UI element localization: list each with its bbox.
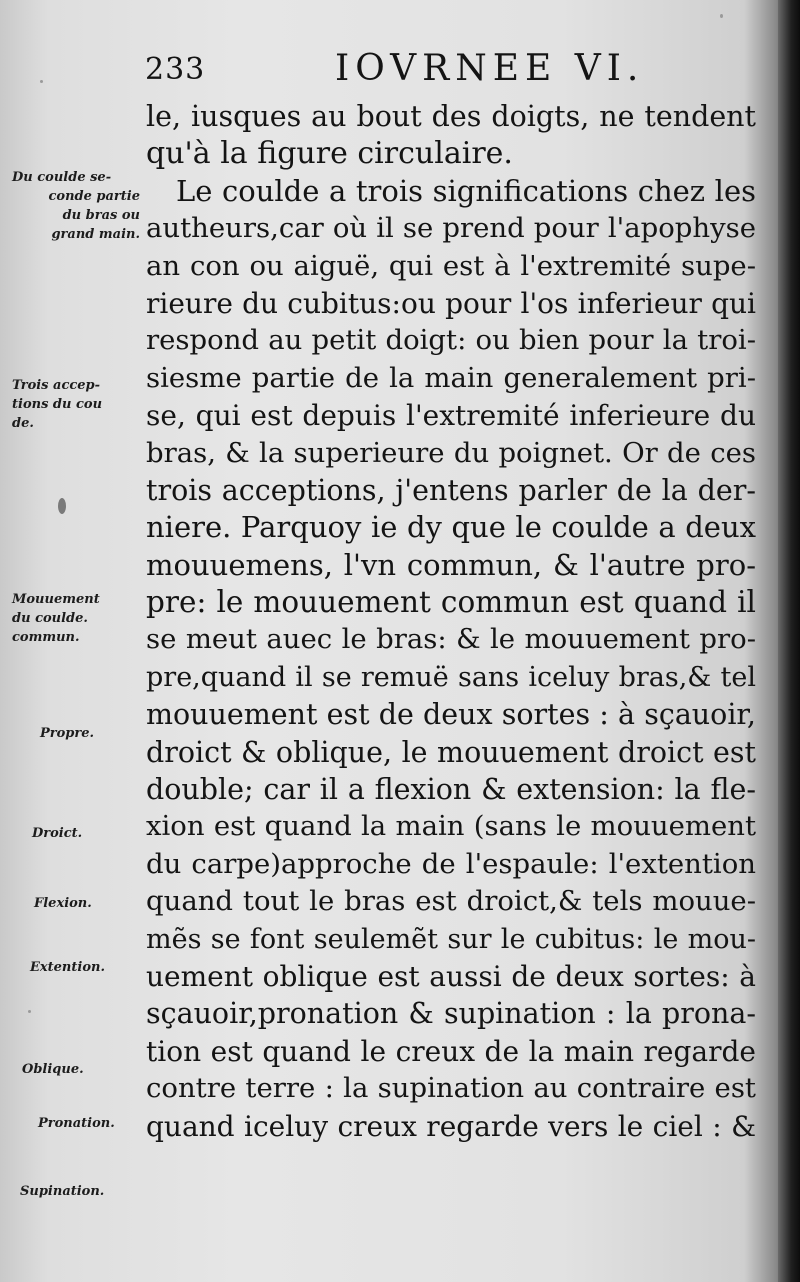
- text-line: mẽs se font seulemẽt sur le cubitus: le mou-: [146, 923, 756, 955]
- text-line: se, qui est depuis l'extremité inferieure du: [146, 399, 756, 433]
- margin-note-propre: [40, 724, 168, 743]
- paper-speck: [40, 80, 43, 83]
- margin-note-line: de.: [12, 416, 34, 431]
- text-line: tion est quand le creux de la main regarde: [146, 1034, 756, 1068]
- margin-note-extention: [30, 958, 158, 977]
- page-number: 233: [145, 52, 206, 87]
- text-line: le, iusques au bout des doigts, ne tendent: [146, 100, 756, 133]
- margin-note-line: Extention.: [30, 960, 105, 975]
- text-line: respond au petit doigt: ou bien pour la troi-: [146, 324, 756, 357]
- margin-note-line: commun.: [12, 630, 80, 645]
- text-line: autheurs,car où il se prend pour l'apophyse: [146, 212, 756, 245]
- text-line: sçauoir,pronation & supination : la prona-: [146, 997, 756, 1031]
- text-line: Le coulde a trois significations chez les: [176, 173, 756, 208]
- margin-note-line: Flexion.: [34, 896, 92, 911]
- margin-note-line: grand main.: [51, 227, 140, 242]
- page-header: [145, 44, 755, 94]
- margin-note-flexion: [34, 894, 162, 913]
- paper-stain: [58, 498, 66, 514]
- paper-speck: [720, 14, 723, 18]
- margin-note-line: tions du cou: [12, 397, 103, 412]
- text-line: niere. Parquoy ie dy que le coulde a deux: [146, 510, 756, 545]
- margin-note-mouuement-commun: [12, 590, 140, 647]
- text-line: se meut auec le bras: & le mouuement pro-: [146, 623, 756, 656]
- margin-note-line: Droict.: [32, 826, 83, 841]
- text-line: quand tout le bras est droict,& tels mouue-: [146, 885, 756, 918]
- margin-note-line: Du coulde se-: [12, 170, 112, 185]
- running-title: IOVRNEE VI.: [335, 48, 645, 89]
- margin-note-line: Trois accep-: [12, 378, 101, 393]
- margin-note-pronation: [38, 1114, 166, 1133]
- text-line: an con ou aiguë, qui est à l'extremité supe-: [146, 249, 756, 282]
- margin-note-line: Oblique.: [22, 1062, 84, 1077]
- body-text: [146, 98, 756, 1145]
- text-line: bras, & la superieure du poignet. Or de ces: [146, 436, 756, 469]
- text-line: uement oblique est aussi de deux sortes: à: [146, 959, 756, 993]
- text-line: contre terre : la supination au contraire est: [146, 1072, 756, 1105]
- text-line: siesme partie de la main generalement pri-: [146, 361, 756, 394]
- text-line: quand iceluy creux regarde vers le ciel : &: [146, 1109, 756, 1143]
- margin-note-line: Propre.: [40, 726, 95, 741]
- margin-note-line: du coulde.: [12, 611, 88, 626]
- text-line: du carpe)approche de l'espaule: l'extention: [146, 847, 756, 880]
- text-line: rieure du cubitus:ou pour l'os inferieur qui: [146, 286, 756, 320]
- margin-note-acceptions: [12, 376, 140, 433]
- margin-note-oblique: [22, 1060, 150, 1079]
- paper-speck: [28, 1010, 31, 1013]
- margin-note-line: Supination.: [20, 1184, 105, 1199]
- text-line: pre,quand il se remuë sans iceluy bras,& tel: [146, 661, 756, 693]
- text-line: mouuement est de deux sortes : à sçauoir,: [146, 698, 756, 732]
- text-line: xion est quand la main (sans le mouuement: [146, 810, 756, 843]
- text-line: double; car il a flexion & extension: la fle-: [146, 773, 756, 807]
- book-spine-shadow: [778, 0, 800, 1282]
- margin-note-droict: [32, 824, 160, 843]
- text-line: qu'à la figure circulaire.: [146, 136, 513, 172]
- margin-note-line: du bras ou: [62, 208, 140, 223]
- margin-note-line: conde partie: [48, 189, 140, 204]
- text-line: mouuemens, l'vn commun, & l'autre pro-: [146, 547, 756, 582]
- margin-note-line: Pronation.: [38, 1116, 115, 1131]
- text-line: pre: le mouuement commun est quand il: [146, 585, 756, 620]
- margin-note-supination: [20, 1182, 148, 1201]
- margin-note-coulde: [12, 168, 140, 244]
- text-line: droict & oblique, le mouuement droict est: [146, 735, 756, 769]
- margin-note-line: Mouuement: [12, 592, 100, 607]
- text-line: trois acceptions, j'entens parler de la der-: [146, 473, 756, 507]
